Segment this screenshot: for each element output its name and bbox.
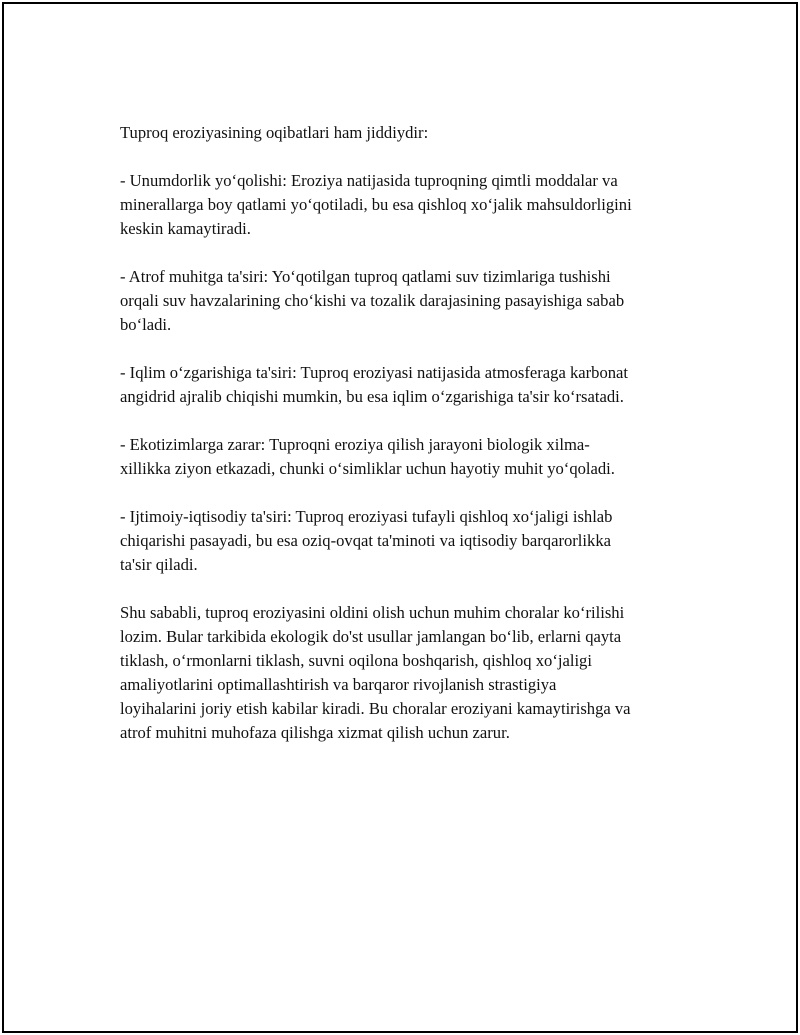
document-page bbox=[2, 2, 798, 1033]
document-body bbox=[120, 121, 690, 769]
list-item-socioeconomic-impact: - Ijtimoiy-iqtisodiy ta'siri: Tuproq eroziyasi tufayli qishloq xoʻjaligi ishlab chiqarishi pasayadi, bu esa oziq-ovqat ta'minoti va iqtisodiy barqarorlikka ta'sir qiladi. bbox=[120, 507, 613, 574]
list-item-ecosystem-damage: - Ekotizimlarga zarar: Tuproqni eroziya qilish jarayoni biologik xilma- xillikka ziyon etkazadi, chunki oʻsimliklar uchun hayotiy muhit yoʻqoladi. bbox=[120, 435, 615, 478]
list-item-climate-impact: - Iqlim oʻzgarishiga ta'siri: Tuproq eroziyasi natijasida atmosferaga karbonat angidrid ajralib chiqishi mumkin, bu esa iqlim oʻzgarishiga ta'sir koʻrsatadi. bbox=[120, 363, 629, 406]
conclusion-paragraph: Shu sababli, tuproq eroziyasini oldini olish uchun muhim choralar koʻrilishi lozim. Bular tarkibida ekologik do'st usullar jamlangan boʻlib, erlarni qayta tiklash, oʻrmonlarni tiklash, suvni oqilona boshqarish, qishloq xoʻjaligi amaliyotlarini optimallashtirish va barqaror rivojlanish strastigiya loyihalarini joriy etish kabilar kiradi. Bu choralar eroziyani kamaytirishga va atrof muhitni muhofaza qilishga xizmat qilish uchun zarur. bbox=[120, 603, 631, 742]
list-item-fertility-loss: - Unumdorlik yoʻqolishi: Eroziya natijasida tuproqning qimtli moddalar va minerallarga boy qatlami yoʻqotiladi, bu esa qishloq xoʻjalik mahsuldorligini keskin kamaytiradi. bbox=[120, 171, 632, 238]
intro-paragraph: Tuproq eroziyasining oqibatlari ham jiddiydir: bbox=[120, 123, 429, 142]
list-item-environment-impact: - Atrof muhitga ta'siri: Yoʻqotilgan tuproq qatlami suv tizimlariga tushishi orqali suv havzalarining choʻkishi va tozalik darajasining pasayishiga sabab boʻladi. bbox=[120, 267, 625, 334]
